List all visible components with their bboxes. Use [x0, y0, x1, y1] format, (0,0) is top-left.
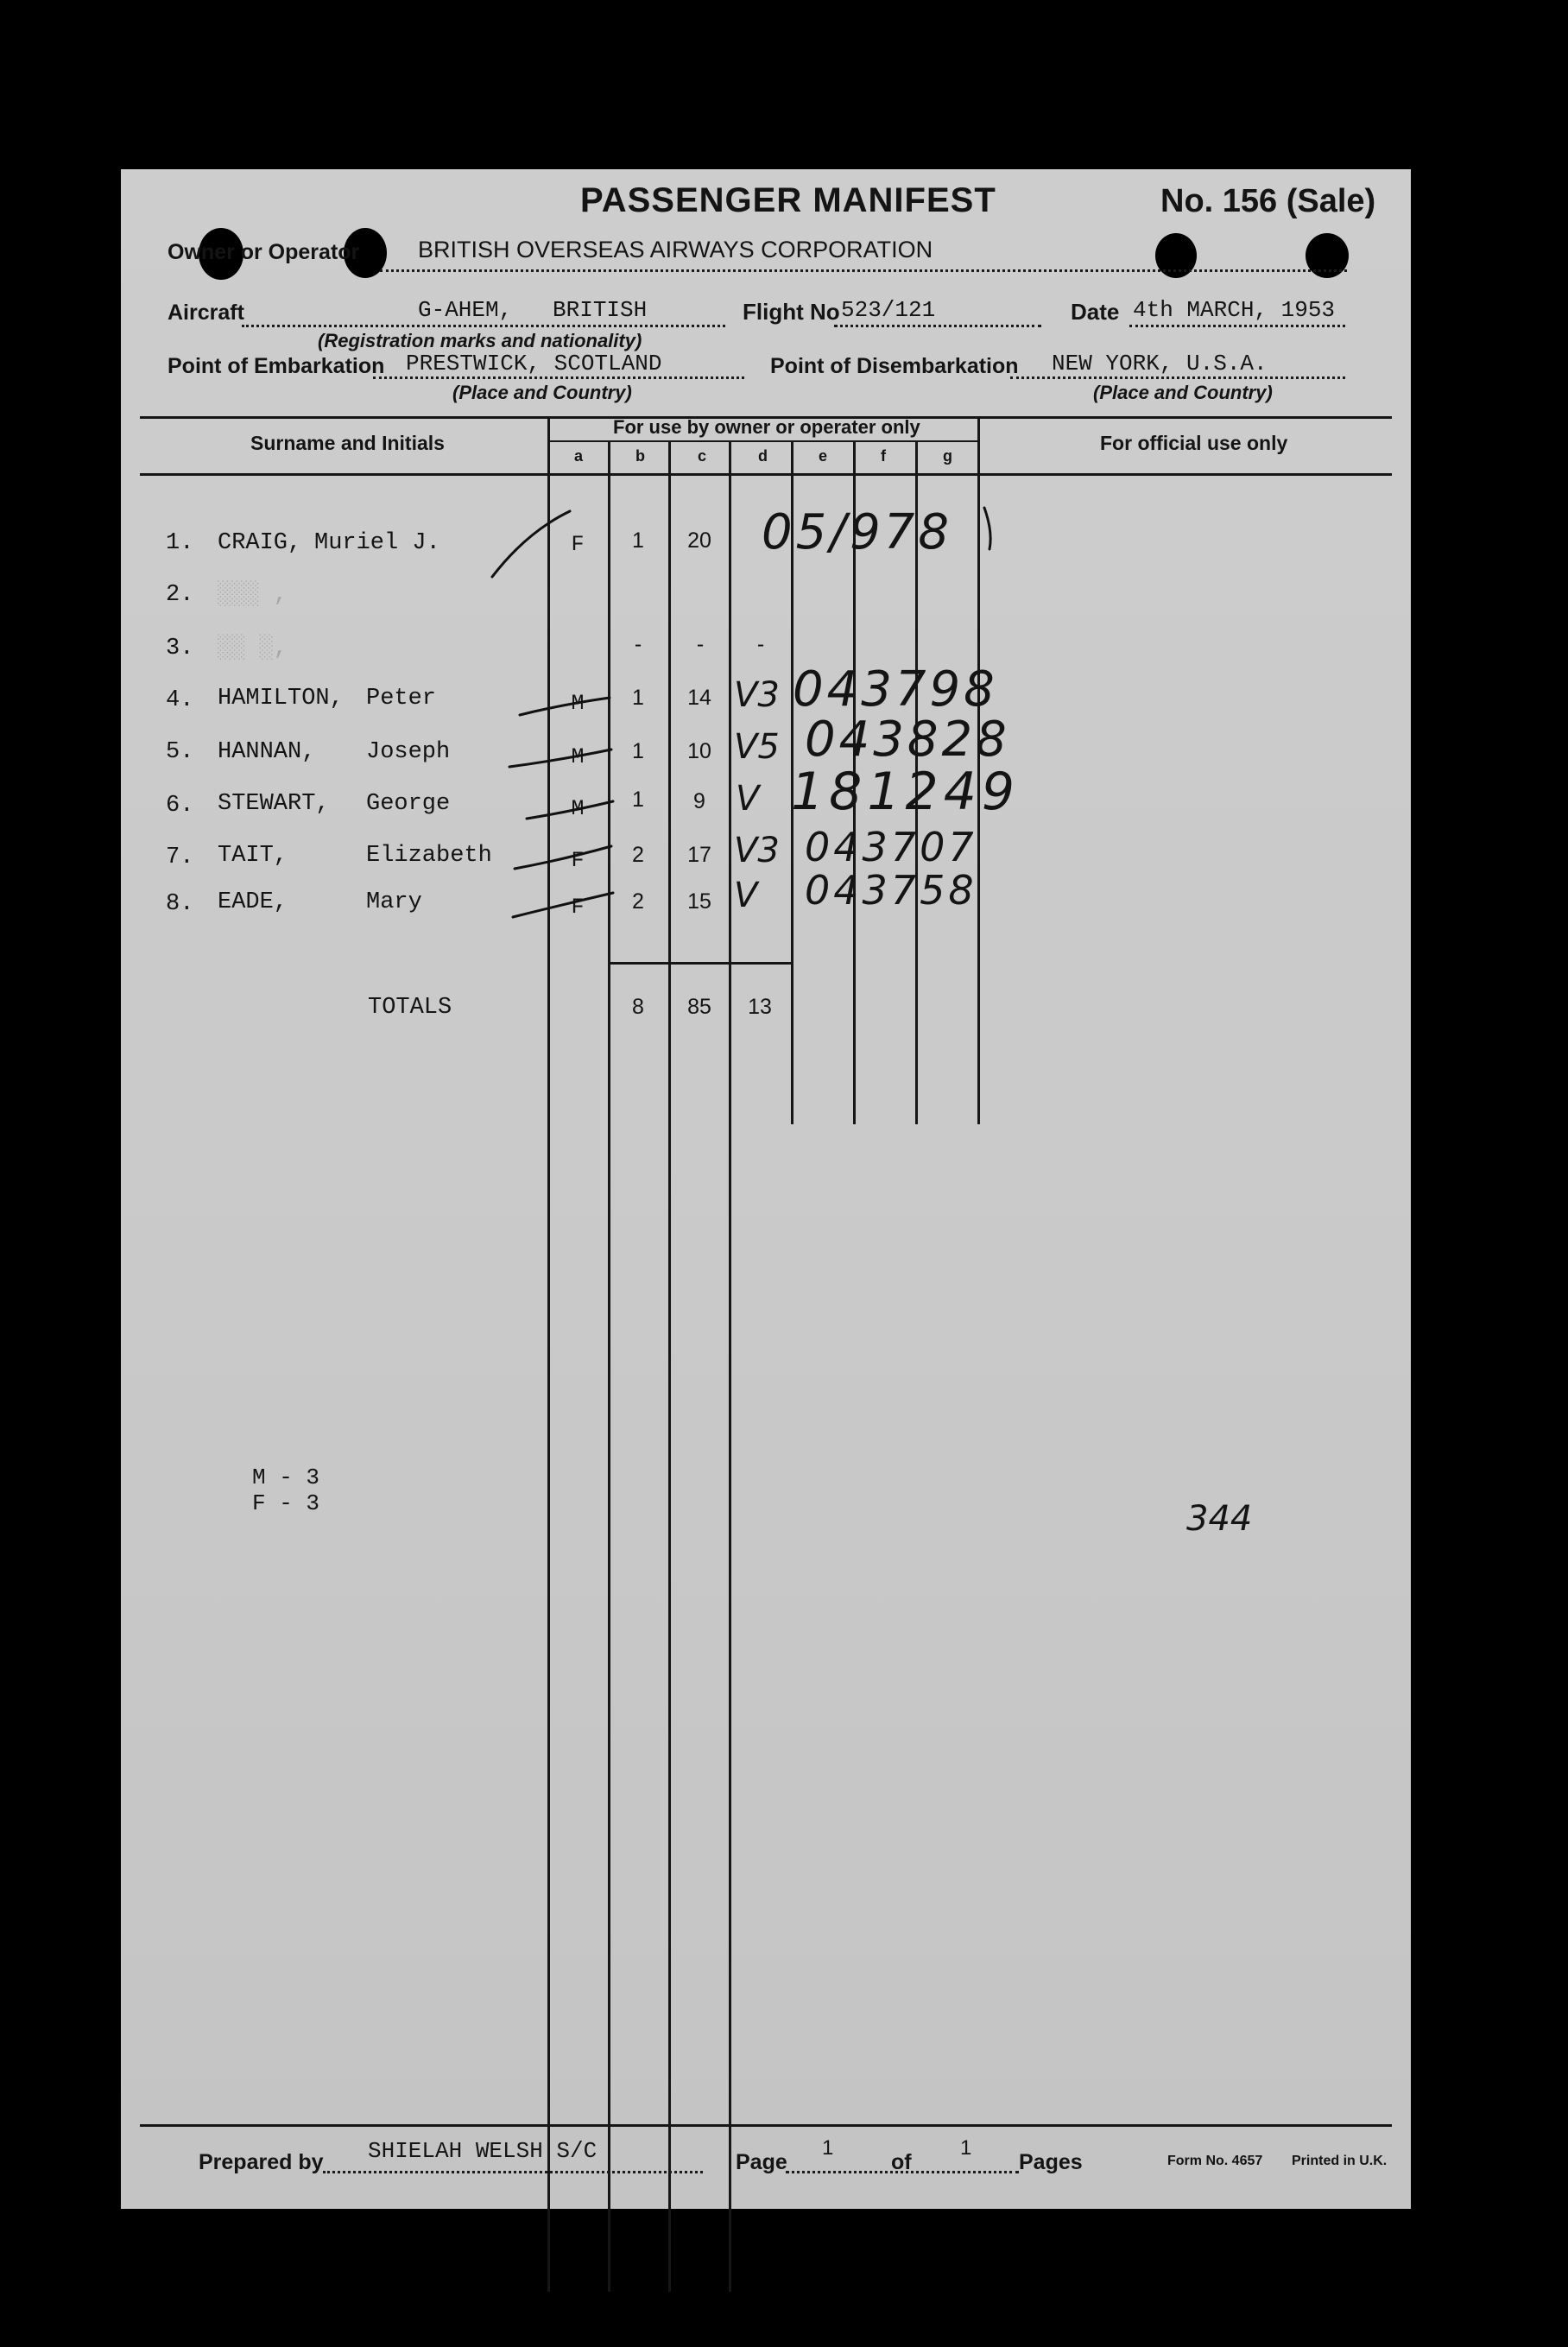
disembarkation-label: Point of Disembarkation: [770, 354, 1019, 378]
passenger-surname: EADE,: [218, 889, 288, 915]
prepared-by-value: SHIELAH WELSH S/C: [368, 2138, 597, 2164]
surname-header: Surname and Initials: [250, 432, 445, 454]
page-value: 1: [822, 2136, 834, 2160]
row-number: 6.: [166, 793, 194, 819]
date-value: 4th MARCH, 1953: [1133, 297, 1336, 323]
cell-c: 20: [687, 528, 711, 553]
flight-no-value: 523/121: [841, 297, 936, 323]
handwritten-marks: [121, 169, 1411, 1033]
strike-mark: [984, 508, 990, 549]
cell-d: V: [736, 779, 760, 819]
strike-mark: [527, 801, 613, 819]
cell-c: 17: [687, 843, 711, 867]
passenger-surname: TAIT,: [218, 843, 288, 869]
cell-d: V3: [734, 831, 780, 870]
column-letter: c: [698, 447, 707, 465]
flight-no-label: Flight No: [743, 299, 840, 325]
aircraft-label: Aircraft: [168, 300, 244, 325]
official-use-header: For official use only: [1100, 432, 1288, 454]
cell-c: 9: [693, 789, 705, 813]
handwritten-number: 043758: [805, 867, 977, 914]
cell-c: 15: [687, 889, 711, 914]
handwritten-number: 181249: [791, 762, 1021, 822]
cell-b: 1: [632, 788, 644, 812]
cell-a: M: [571, 796, 585, 821]
row-number: 5.: [166, 739, 194, 765]
column-letter: d: [758, 447, 768, 465]
passenger-surname: HANNAN,: [218, 739, 316, 765]
column-letter: f: [881, 447, 886, 465]
passenger-given-name: Elizabeth: [366, 843, 492, 869]
owner-use-header: For use by owner or operater only: [613, 416, 920, 438]
total-d: 13: [748, 995, 772, 1019]
totals-label: TOTALS: [368, 995, 452, 1021]
cell-b: 1: [632, 739, 644, 763]
embarkation-value: PRESTWICK, SCOTLAND: [406, 351, 662, 376]
passenger-given-name: George: [366, 791, 451, 817]
manifest-number: No. 156 (Sale): [1160, 183, 1376, 219]
cell-b: 2: [632, 843, 644, 867]
disembarkation-value: NEW YORK, U.S.A.: [1052, 351, 1268, 376]
row-number: 4.: [166, 687, 194, 713]
passenger-surname-redacted: ░░ ░,: [218, 636, 288, 661]
cell-a: F: [571, 848, 585, 873]
cell-b: 1: [632, 528, 644, 553]
column-letter: b: [635, 447, 645, 465]
cell-a: F: [571, 895, 585, 920]
passenger-surname: STEWART,: [218, 791, 330, 817]
prepared-by-line: [323, 2171, 703, 2173]
row-number: 2.: [166, 582, 194, 608]
cell-a: F: [571, 532, 585, 557]
cell-d: -: [756, 632, 765, 656]
disembarkation-caption: (Place and Country): [1093, 382, 1273, 403]
cell-b: 1: [632, 686, 644, 710]
handwritten-number: 043707: [805, 824, 977, 870]
page-line: [786, 2171, 1019, 2173]
row-number: 7.: [166, 845, 194, 870]
passenger-surname: CRAIG,: [218, 530, 302, 556]
column-letter: e: [819, 447, 828, 465]
cell-c: 14: [687, 686, 711, 710]
cell-d: V3: [734, 675, 780, 715]
gender-count-m: M - 3: [252, 1465, 320, 1490]
passenger-given-name: Joseph: [366, 739, 451, 765]
prepared-by-label: Prepared by: [199, 2150, 324, 2174]
printed-in: Printed in U.K.: [1292, 2154, 1388, 2168]
passenger-surname-redacted: ░░░ ,: [218, 582, 288, 608]
strike-mark: [515, 846, 611, 869]
official-number: 344: [1186, 1499, 1253, 1539]
of-value: 1: [960, 2136, 972, 2160]
passenger-given-name: Mary: [366, 889, 422, 915]
cell-b: -: [634, 632, 642, 656]
column-letter: g: [943, 447, 952, 465]
row-number: 8.: [166, 891, 194, 917]
cell-b: 2: [632, 889, 644, 914]
passenger-given-name: Peter: [366, 686, 437, 712]
row-number: 3.: [166, 636, 194, 661]
total-c: 85: [687, 995, 711, 1019]
embarkation-caption: (Place and Country): [452, 382, 632, 403]
strike-mark: [509, 750, 611, 767]
cell-a: M: [571, 744, 585, 769]
cell-d: V5: [734, 727, 780, 767]
gender-count-f: F - 3: [252, 1490, 320, 1516]
passenger-given-name: Muriel J.: [314, 530, 440, 556]
strike-mark: [513, 893, 613, 917]
manifest-document: [121, 169, 1411, 2209]
page-title: PASSENGER MANIFEST: [580, 181, 996, 219]
of-label: of: [891, 2150, 912, 2174]
row-number: 1.: [166, 530, 194, 556]
form-number: Form No. 4657: [1167, 2154, 1263, 2168]
cell-c: -: [696, 632, 705, 656]
handwritten-number: 043828: [805, 712, 1010, 768]
column-letter: a: [574, 447, 584, 465]
cell-d: V: [734, 876, 758, 915]
owner-value: BRITISH OVERSEAS AIRWAYS CORPORATION: [418, 237, 933, 263]
cell-a: M: [571, 691, 585, 716]
date-label: Date: [1071, 299, 1120, 325]
handwritten-number: 05/978: [762, 504, 953, 560]
handwritten-number: 043798: [793, 661, 998, 718]
cell-c: 10: [687, 739, 711, 763]
owner-label: Owner or Operator: [168, 240, 360, 264]
strike-mark: [520, 698, 610, 715]
passenger-surname: HAMILTON,: [218, 686, 344, 712]
page-label: Page: [736, 2150, 787, 2174]
total-b: 8: [632, 995, 644, 1019]
aircraft-caption: (Registration marks and nationality): [318, 330, 642, 351]
tick-mark: [492, 511, 570, 577]
embarkation-label: Point of Embarkation: [168, 354, 385, 378]
aircraft-value: G-AHEM, BRITISH: [418, 297, 648, 323]
footer-rule: [140, 2124, 1392, 2127]
pages-label: Pages: [1019, 2150, 1083, 2174]
